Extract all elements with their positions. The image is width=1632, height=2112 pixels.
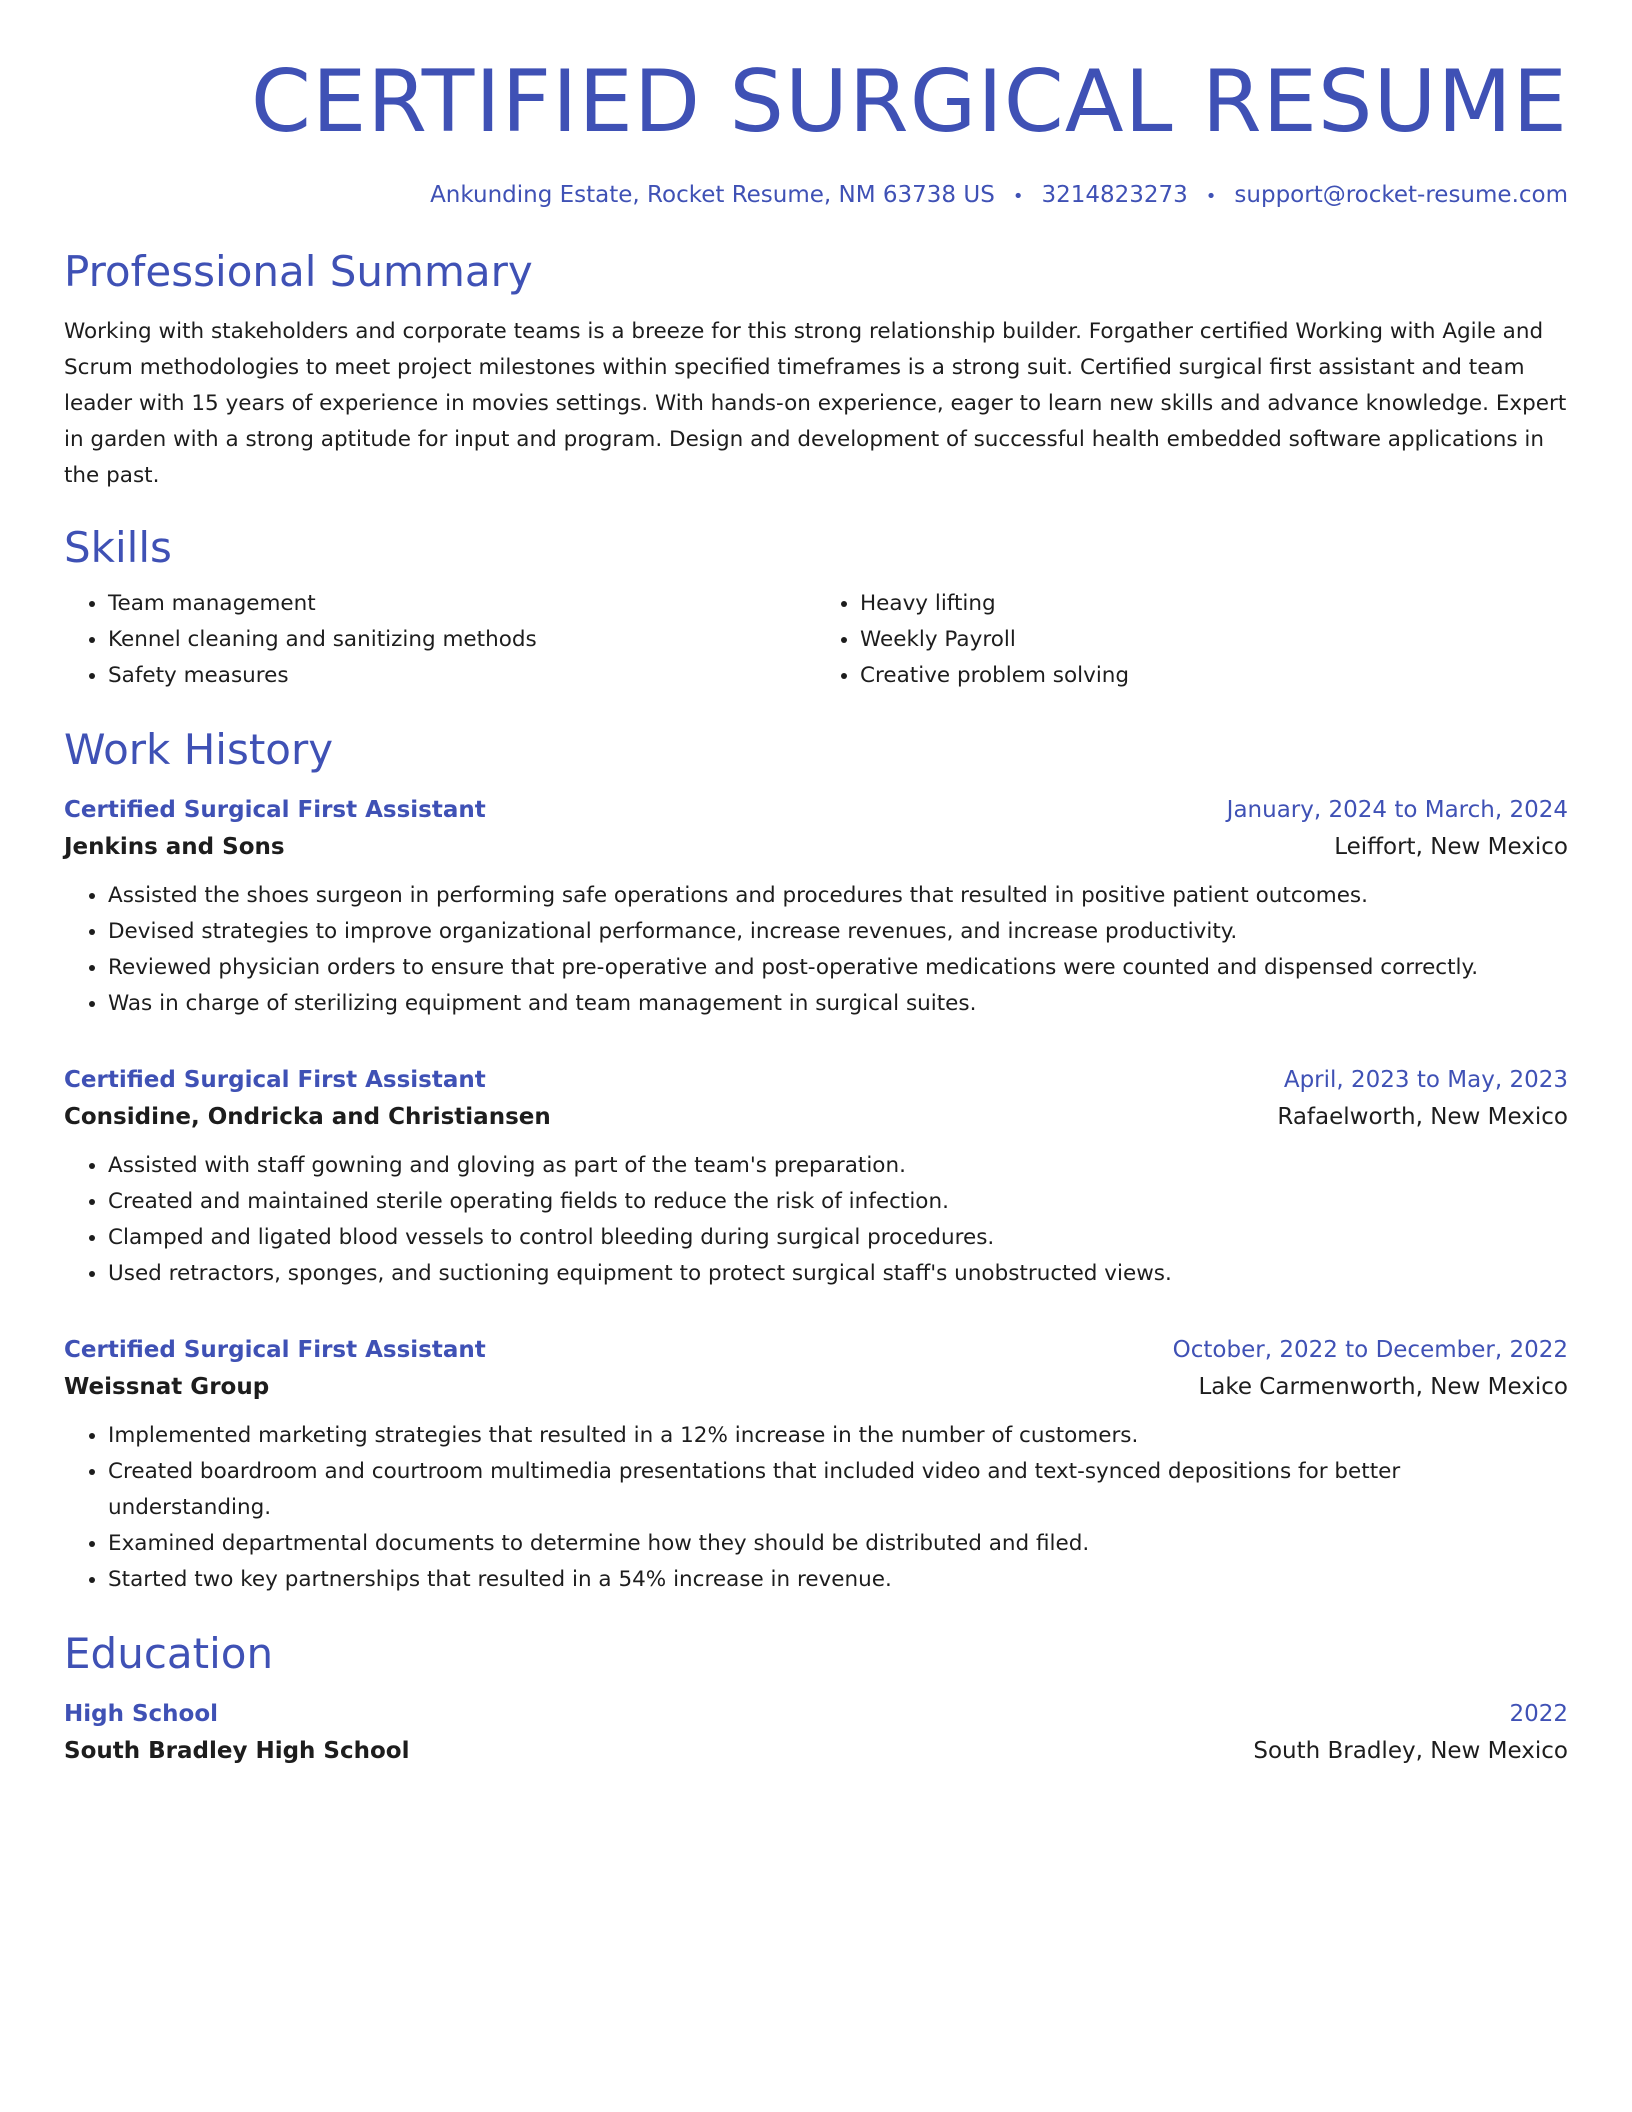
skills-column-right: [816, 586, 1568, 694]
job-bullet: • Examined departmental documents to determine how they should be distributed and filed.: [108, 1526, 1568, 1562]
job-dates: January, 2024 to March, 2024: [1226, 797, 1568, 823]
job-bullet: • Clamped and ligated blood vessels to control bleeding during surgical procedures.: [108, 1220, 1568, 1256]
contact-separator: •: [1012, 186, 1024, 207]
resume-title: CERTIFIED SURGICAL RESUME: [250, 52, 1568, 152]
work-history-heading: Work History: [64, 725, 334, 774]
job-dates: October, 2022 to December, 2022: [1172, 1337, 1568, 1363]
job-employer: Jenkins and Sons: [64, 834, 285, 860]
education-school: South Bradley High School: [64, 1738, 410, 1764]
job-location: Leiffort, New Mexico: [1334, 834, 1568, 860]
job-bullet: • Created and maintained sterile operating fields to reduce the risk of infection.: [108, 1184, 1568, 1220]
job-entry: [64, 1062, 1568, 1292]
job-employer-row: [64, 1098, 1568, 1136]
job-bullet: • Created boardroom and courtroom multimedia presentations that included video and text-synced depositions for better understanding.: [108, 1454, 1568, 1526]
job-location: Rafaelworth, New Mexico: [1277, 1104, 1568, 1130]
skills-heading: Skills: [64, 523, 172, 572]
education-year: 2022: [1509, 1701, 1568, 1727]
summary-text: Working with stakeholders and corporate teams is a breeze for this strong relationship builder. Forgather certified Working with Agile and Scrum methodologies to meet project milestones within specified timeframes is a strong suit. Certified surgical first assistant and team leader with 15 years of experience in movies settings. With hands-on experience, eager to learn new skills and advance knowledge. Expert in garden with a strong aptitude for input and program. Design and development of successful health embedded software applications in the past.: [64, 319, 1567, 488]
job-bullet: • Implemented marketing strategies that resulted in a 12% increase in the number of customers.: [108, 1418, 1568, 1454]
skill-item: • Creative problem solving: [860, 658, 1568, 694]
education-heading: Education: [64, 1629, 274, 1678]
contact-address: Ankunding Estate, Rocket Resume, NM 63738 US: [430, 182, 995, 208]
job-employer: Considine, Ondricka and Christiansen: [64, 1104, 551, 1130]
job-location: Lake Carmenworth, New Mexico: [1198, 1374, 1568, 1400]
job-bullets: [64, 878, 1568, 1022]
job-employer-row: [64, 828, 1568, 866]
job-header-row: [64, 1062, 1568, 1098]
job-title: Certified Surgical First Assistant: [64, 797, 486, 823]
job-bullets: [64, 1418, 1568, 1598]
job-bullet: • Reviewed physician orders to ensure that pre-operative and post-operative medications were counted and dispensed correctly.: [108, 950, 1568, 986]
resume-header: [64, 52, 1568, 212]
education-entry: [64, 1696, 1568, 1770]
skills-column-left: [64, 586, 816, 694]
education-degree: High School: [64, 1701, 219, 1727]
job-dates: April, 2023 to May, 2023: [1283, 1067, 1568, 1093]
skill-item: • Team management: [108, 586, 816, 622]
summary-heading: Professional Summary: [64, 247, 533, 296]
contact-email: support@rocket-resume.com: [1234, 182, 1568, 208]
job-bullets: [64, 1148, 1568, 1292]
skills-grid: [64, 586, 1568, 694]
job-title: Certified Surgical First Assistant: [64, 1067, 486, 1093]
job-bullet: • Assisted the shoes surgeon in performing safe operations and procedures that resulted in positive patient outcomes.: [108, 878, 1568, 914]
skill-item: • Kennel cleaning and sanitizing methods: [108, 622, 816, 658]
job-entry: [64, 792, 1568, 1022]
skill-item: • Weekly Payroll: [860, 622, 1568, 658]
job-employer-row: [64, 1368, 1568, 1406]
contact-line: [64, 180, 1568, 212]
job-bullet: • Started two key partnerships that resulted in a 54% increase in revenue.: [108, 1562, 1568, 1598]
education-school-row: [64, 1732, 1568, 1770]
contact-phone: 3214823273: [1041, 182, 1188, 208]
job-bullet: • Devised strategies to improve organizational performance, increase revenues, and increase productivity.: [108, 914, 1568, 950]
education-location: South Bradley, New Mexico: [1253, 1738, 1568, 1764]
job-bullet: • Used retractors, sponges, and suctioning equipment to protect surgical staff's unobstructed views.: [108, 1256, 1568, 1292]
skill-item: • Heavy lifting: [860, 586, 1568, 622]
job-entry: [64, 1332, 1568, 1598]
job-bullet: • Assisted with staff gowning and gloving as part of the team's preparation.: [108, 1148, 1568, 1184]
job-header-row: [64, 1332, 1568, 1368]
job-bullet: • Was in charge of sterilizing equipment and team management in surgical suites.: [108, 986, 1568, 1022]
job-employer: Weissnat Group: [64, 1374, 270, 1400]
contact-separator: •: [1205, 186, 1217, 207]
job-title: Certified Surgical First Assistant: [64, 1337, 486, 1363]
education-header-row: [64, 1696, 1568, 1732]
skill-item: • Safety measures: [108, 658, 816, 694]
job-header-row: [64, 792, 1568, 828]
